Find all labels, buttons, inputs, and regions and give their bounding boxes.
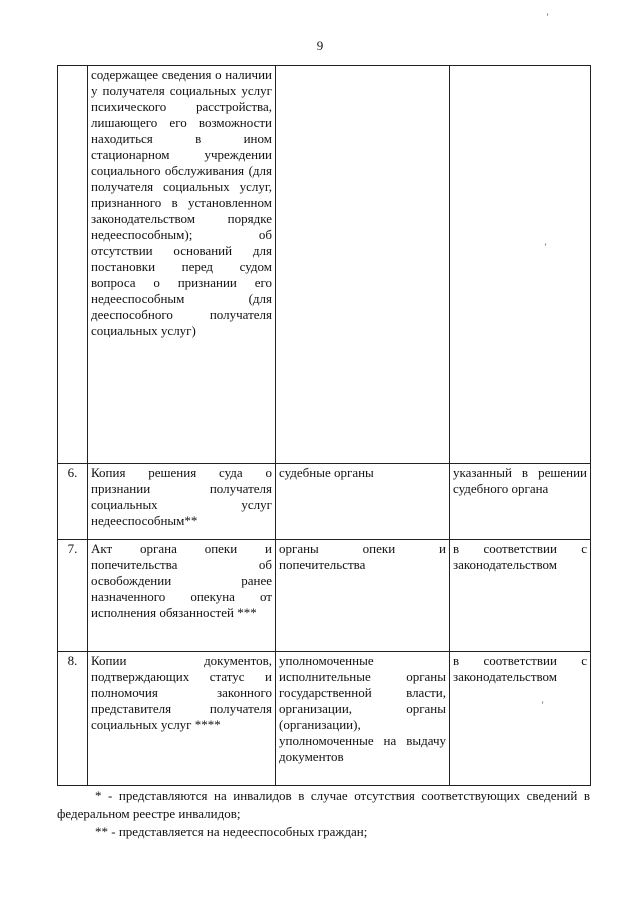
- table-row: [58, 540, 591, 652]
- footnote: ** - представляется на недееспособных граждан;: [95, 824, 368, 839]
- issuer-cell: [276, 66, 450, 464]
- row-number: 8.: [58, 652, 88, 786]
- row-number: 7.: [58, 540, 88, 652]
- footnotes: [57, 787, 590, 841]
- issuer-cell: судебные органы: [276, 464, 450, 540]
- table-row: [58, 652, 591, 786]
- document-cell: Акт органа опеки и попечительства об освобождении ранее назначенного опекуна от исполнения обязанностей ***: [88, 540, 276, 652]
- document-cell: Копии документов, подтверждающих статус и полномочия законного представителя получателя социальных услуг ****: [88, 652, 276, 786]
- row-number: 6.: [58, 464, 88, 540]
- document-cell: Копия решения суда о признании получателя социальных услуг недееспособным**: [88, 464, 276, 540]
- documents-table: [57, 65, 591, 786]
- term-cell: в соответствии с законодательством: [450, 540, 591, 652]
- term-cell: указанный в решении судебного органа: [450, 464, 591, 540]
- scan-speck: ’: [541, 700, 544, 710]
- page-number: 9: [316, 38, 324, 53]
- issuer-cell: уполномоченные исполнительные органы государственной власти, организации, органы (организации), уполномоченные на выдачу документов: [276, 652, 450, 786]
- term-cell: в соответствии с законодательством: [450, 652, 591, 786]
- scan-speck: ’: [544, 242, 547, 252]
- term-cell: [450, 66, 591, 464]
- table-row: [58, 464, 591, 540]
- document-cell: содержащее сведения о наличии у получателя социальных услуг психического расстройства, лишающего его возможности находиться в ином стационарном учреждении социального обслуживания (для получателя социальных услуг, признанного в установленном законодательством порядке недееспособным); об отсутствии оснований для постановки перед судом вопроса о признании его недееспособным (для дееспособного получателя социальных услуг): [88, 66, 276, 464]
- footnote: * - представляются на инвалидов в случае отсутствия соответствующих сведений в федеральном реестре инвалидов;: [57, 788, 590, 821]
- issuer-cell: органы опеки и попечительства: [276, 540, 450, 652]
- row-number: [58, 66, 88, 464]
- table-row: [58, 66, 591, 464]
- scan-speck: ’: [546, 12, 549, 22]
